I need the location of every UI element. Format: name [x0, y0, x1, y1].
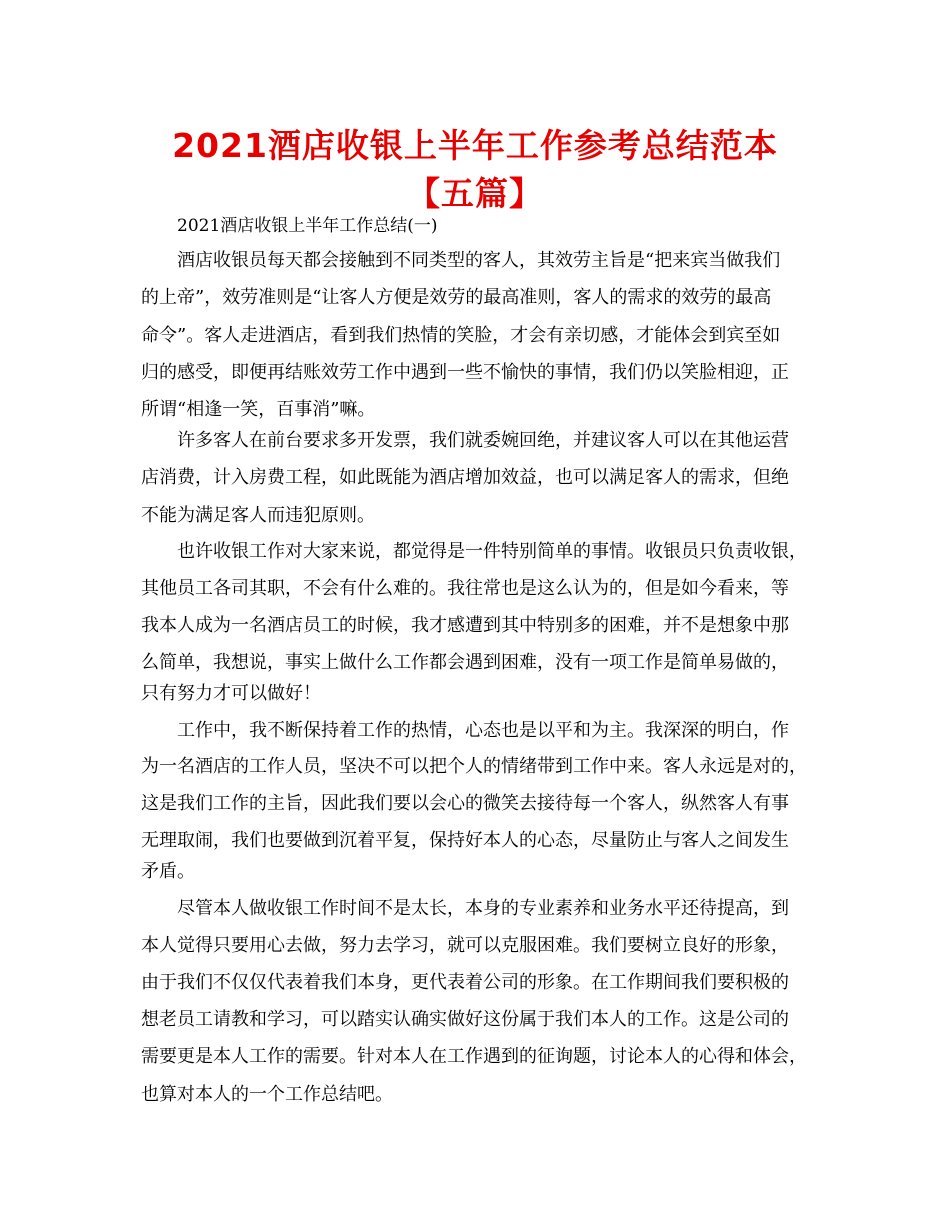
paragraph-4-line-5: 矛盾。	[141, 861, 195, 882]
paragraph-1-line-4: 归的感受，即便再结账效劳工作中遇到一些不愉快的事情，我们仍以笑脸相迎，正	[141, 362, 789, 383]
paragraph-1-line-1: 酒店收银员每天都会接触到不同类型的客人，其效劳主旨是“把来宾当做我们	[177, 250, 781, 271]
paragraph-2-line-3: 不能为满足客人而违犯原则。	[141, 505, 375, 526]
paragraph-3-line-2: 其他员工各司其职，不会有什么难的。我往常也是这么认为的，但是如今看来，等	[141, 578, 789, 599]
paragraph-5-line-6: 也算对本人的一个工作总结吧。	[141, 1084, 393, 1105]
paragraph-3-line-1: 也许收银工作对大家来说，都觉得是一件特别简单的事情。收银员只负责收银，	[177, 541, 807, 562]
paragraph-5-line-2: 本人觉得只要用心去做，努力去学习，就可以克服困难。我们要树立良好的形象，	[141, 935, 789, 956]
paragraph-3-line-3: 我本人成为一名酒店员工的时候，我才感遭到其中特别多的困难，并不是想象中那	[141, 615, 789, 636]
paragraph-5-line-4: 想老员工请教和学习，可以踏实认确实做好这份属于我们本人的工作。这是公司的	[141, 1009, 789, 1030]
section-heading: 2021酒店收银上半年工作总结(一)	[177, 216, 438, 236]
paragraph-3-line-5: 只有努力才可以做好！	[141, 683, 321, 704]
paragraph-5-line-5: 需要更是本人工作的需要。针对本人在工作遇到的征询题，讨论本人的心得和体会，	[141, 1046, 807, 1067]
document-title: 2021酒店收银上半年工作参考总结范本【五篇】	[172, 126, 778, 213]
paragraph-4-line-3: 这是我们工作的主旨，因此我们要以会心的微笑去接待每一个客人，纵然客人有事	[141, 793, 789, 814]
paragraph-2-line-2: 店消费，计入房费工程，如此既能为酒店增加效益，也可以满足客人的需求，但绝	[141, 467, 789, 488]
paragraph-3-line-4: 么简单，我想说，事实上做什么工作都会遇到困难，没有一项工作是简单易做的，	[141, 652, 789, 673]
paragraph-4-line-2: 为一名酒店的工作人员，坚决不可以把个人的情绪带到工作中来。客人永远是对的，	[141, 756, 807, 777]
paragraph-5-line-1: 尽管本人做收银工作时间不是太长，本身的专业素养和业务水平还待提高，到	[177, 898, 789, 919]
paragraph-4-line-1: 工作中，我不断保持着工作的热情，心态也是以平和为主。我深深的明白，作	[177, 720, 789, 741]
paragraph-4-line-4: 无理取闹，我们也要做到沉着平复，保持好本人的心态，尽量防止与客人之间发生	[141, 830, 789, 851]
paragraph-1-line-2: 的上帝”，效劳准则是“让客人方便是效劳的最高准则，客人的需求的效劳的最高	[141, 287, 772, 308]
paragraph-1-line-5: 所谓“相逢一笑，百事消”嘛。	[141, 399, 376, 420]
paragraph-1-line-3: 命令”。客人走进酒店，看到我们热情的笑脸，才会有亲切感，才能体会到宾至如	[141, 325, 781, 346]
paragraph-5-line-3: 由于我们不仅仅代表着我们本身，更代表着公司的形象。在工作期间我们要积极的	[141, 972, 789, 993]
paragraph-2-line-1: 许多客人在前台要求多开发票，我们就委婉回绝，并建议客人可以在其他运营	[177, 430, 789, 451]
